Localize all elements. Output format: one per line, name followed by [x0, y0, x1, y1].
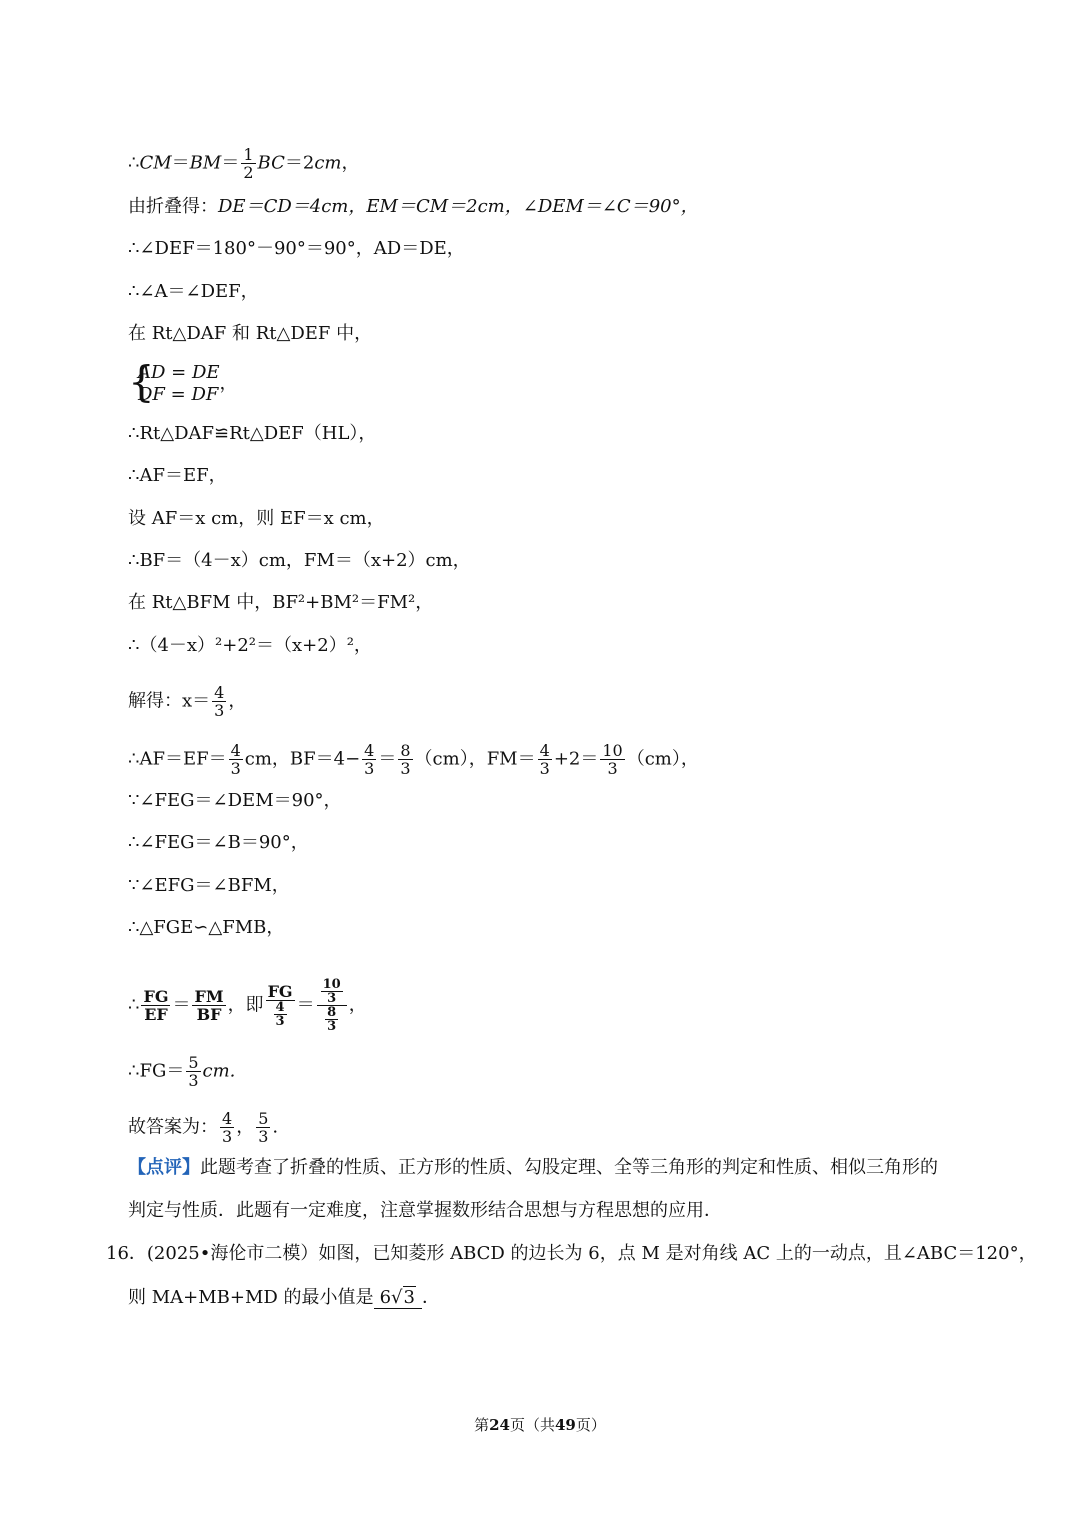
line-ratio: [128, 978, 367, 1033]
text: ＝: [172, 994, 191, 1016]
denominator: [317, 1006, 347, 1033]
text: 6: [379, 1287, 392, 1308]
text: 页（共: [509, 1416, 555, 1434]
brace-icon: {: [128, 357, 155, 406]
line-fg: [128, 1054, 235, 1089]
denominator: 3: [327, 1019, 337, 1034]
denominator: 3: [400, 759, 411, 778]
denominator: EF: [144, 1005, 168, 1024]
text: +2＝: [553, 748, 599, 770]
text: DE＝CD＝4cm，EM＝CM＝2cm，∠DEM＝∠C＝90°，: [218, 196, 699, 217]
text: 则 MA+MB+MD 的最小值是: [128, 1287, 374, 1308]
numerator: 10: [322, 977, 341, 992]
fraction: [398, 742, 412, 777]
line-cm-bm: [128, 146, 359, 181]
line-angle-a: [128, 281, 259, 303]
text: BM: [189, 152, 222, 174]
numerator: [317, 978, 347, 1006]
equation-row: AD = DE: [138, 362, 220, 383]
comment-line-1: [128, 1157, 938, 1179]
text: ，: [348, 994, 367, 1016]
text: 在 Rt△BFM 中，BF²+BM²＝FM²，: [128, 592, 434, 613]
fraction: [325, 1006, 338, 1033]
numerator: 4: [214, 683, 225, 702]
text: cm.: [202, 1060, 236, 1082]
numerator: FG: [143, 987, 169, 1006]
fraction: [229, 742, 243, 777]
fraction: [212, 684, 226, 719]
text: ．: [421, 1287, 440, 1308]
line-feg-dem: [128, 790, 342, 812]
question-16-line-1: [106, 1243, 1037, 1265]
denominator: 3: [607, 759, 618, 778]
text: （cm），FM＝: [414, 748, 536, 770]
denominator: 3: [327, 991, 337, 1006]
text: ∴AF＝EF，: [128, 465, 227, 486]
line-folding: [128, 196, 699, 218]
page-number: 24: [489, 1416, 510, 1434]
text: ∴AF＝EF＝: [128, 748, 227, 770]
denominator: 3: [539, 759, 550, 778]
numerator: 8: [327, 1005, 337, 1020]
text: ∴: [128, 152, 140, 174]
line-congruent: [128, 423, 376, 445]
numerator: 8: [400, 741, 411, 760]
text: ＝: [221, 152, 240, 174]
text: 故答案为：: [128, 1116, 218, 1138]
answer-blank: [374, 1287, 422, 1309]
fraction: [241, 146, 255, 181]
text: ∴∠FEG＝∠B＝90°，: [128, 832, 309, 853]
text: 判定与性质．此题有一定难度，注意掌握数形结合思想与方程思想的应用．: [128, 1200, 722, 1221]
text: ∴FG＝: [128, 1060, 185, 1082]
denominator: 3: [188, 1071, 199, 1090]
text: ，即: [227, 994, 264, 1016]
numerator: 1: [243, 145, 254, 164]
fraction: [274, 1001, 287, 1028]
text: ，: [236, 1116, 255, 1138]
fraction: [362, 742, 376, 777]
sqrt: √3: [391, 1287, 415, 1308]
text: ＝: [296, 994, 315, 1016]
numerator: 4: [222, 1109, 233, 1128]
line-af-ef: [128, 465, 227, 487]
text: ∴Rt△DAF≌Rt△DEF（HL），: [128, 423, 377, 444]
fraction: [220, 1110, 234, 1145]
text: 页）: [575, 1416, 606, 1434]
line-bf-fm: [128, 550, 471, 572]
text: 由折叠得：: [128, 196, 218, 217]
numerator: 5: [188, 1053, 199, 1072]
fraction: [538, 742, 552, 777]
denominator: 3: [222, 1127, 233, 1146]
numerator: 4: [275, 1000, 285, 1015]
text: ，: [219, 373, 238, 394]
fraction: [192, 988, 225, 1023]
text: ∴BF＝（4－x）cm，FM＝（x+2）cm，: [128, 550, 471, 571]
denominator: 2: [243, 163, 254, 182]
fraction: [256, 1110, 270, 1145]
text: ∴（4－x）²+2²＝（x+2）²，: [128, 635, 372, 656]
numerator: FM: [194, 987, 224, 1006]
text: ＝: [378, 748, 397, 770]
denominator: 3: [364, 759, 375, 778]
fraction: [317, 978, 347, 1033]
question-16-line-2: [128, 1287, 440, 1309]
line-answer: [128, 1110, 278, 1145]
comment-line-2: [128, 1200, 722, 1222]
equation-row: DF = DF: [138, 384, 219, 405]
text: ＝2: [284, 152, 315, 174]
line-values: [128, 742, 699, 777]
fraction: [321, 978, 343, 1005]
text: ∵∠EFG＝∠BFM，: [128, 875, 290, 896]
page-footer: [0, 1414, 1080, 1435]
numerator: 5: [258, 1109, 269, 1128]
text: 此题考查了折叠的性质、正方形的性质、勾股定理、全等三角形的判定和性质、相似三角形的: [200, 1157, 938, 1178]
text: BC: [257, 152, 285, 174]
line-let-x: [128, 508, 385, 530]
text: 16．(2025•海伦市二模）如图，已知菱形 ABCD 的边长为 6，点 M 是对角线 AC 上的一动点，且∠ABC＝120°，: [106, 1243, 1037, 1264]
equation-system: [128, 357, 220, 406]
text: 设 AF＝x cm，则 EF＝x cm，: [128, 508, 385, 529]
text: ∴∠A＝∠DEF，: [128, 281, 259, 302]
fraction: [600, 742, 624, 777]
line-similar: [128, 917, 284, 939]
fraction: [186, 1054, 200, 1089]
text: 在 Rt△DAF 和 Rt△DEF 中，: [128, 323, 373, 344]
text: ＝: [171, 152, 190, 174]
numerator: 10: [602, 741, 623, 760]
text: ，: [341, 152, 360, 174]
text: ∴△FGE∽△FMB，: [128, 917, 285, 938]
line-efg-bfm: [128, 875, 290, 897]
text: ∴: [128, 994, 140, 1016]
text: CM: [139, 152, 172, 174]
denominator: BF: [196, 1005, 222, 1024]
line-angle-def: [128, 238, 465, 260]
text: 解得：x＝: [128, 690, 211, 712]
line-feg-b: [128, 832, 309, 854]
numerator: 4: [230, 741, 241, 760]
text: cm，BF＝4−: [244, 748, 361, 770]
line-pythagoras: [128, 592, 433, 614]
line-solve: [128, 684, 246, 719]
fraction: [141, 988, 170, 1023]
text: ∵∠FEG＝∠DEM＝90°，: [128, 790, 342, 811]
radicand: 3: [403, 1287, 415, 1308]
fraction: [266, 983, 295, 1028]
text: ∴∠DEF＝180°－90°＝90°，AD＝DE，: [128, 238, 465, 259]
text: ，: [228, 690, 247, 712]
denominator: 3: [258, 1127, 269, 1146]
total-pages: 49: [555, 1416, 576, 1434]
denominator: 3: [230, 759, 241, 778]
denominator: 3: [275, 1014, 285, 1029]
line-system: [128, 357, 238, 406]
text: （cm），: [626, 748, 699, 770]
denominator: [266, 1001, 295, 1028]
line-triangles: [128, 323, 372, 345]
line-equation: [128, 635, 372, 657]
numerator: 4: [364, 741, 375, 760]
numerator: FG: [267, 982, 293, 1001]
text: .: [272, 1116, 279, 1138]
denominator: 3: [214, 701, 225, 720]
numerator: 4: [539, 741, 550, 760]
comment-tag: 【点评】: [128, 1157, 200, 1178]
text: 第: [474, 1416, 490, 1434]
text: cm: [314, 152, 342, 174]
